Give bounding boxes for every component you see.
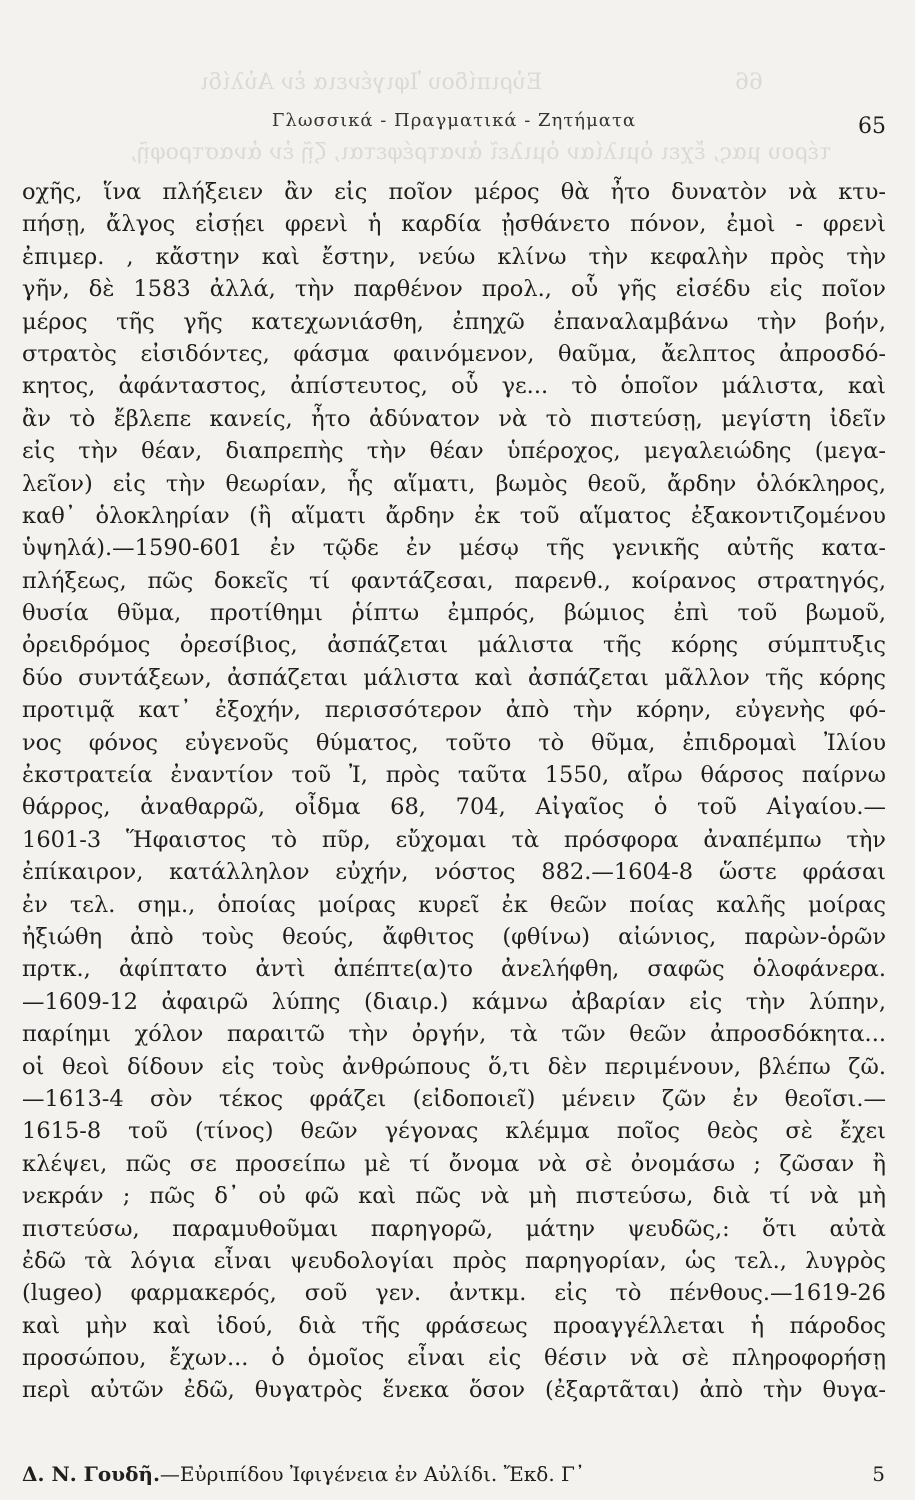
text-line: δύο συντάξεων, ἀσπάζεται μάλιστα καὶ ἀσπάζεται μᾶλλον τῆς κόρης [22, 664, 886, 691]
text-line: προτιμᾷ κατ᾽ ἐξοχήν, περισσότερον ἀπὸ τὴν κόρην, εὐγενὴς φό- [22, 697, 886, 724]
text-line: οἱ θεοὶ δίδουν εἰς τοὺς ἀνθρώπους ὅ,τι δὲν περιμένουν, βλέπω ζῶ. [22, 1053, 886, 1080]
text-line: οχῆς, ἵνα πλήξειεν ἂν εἰς ποῖον μέρος θὰ ἦτο δυνατὸν νὰ κτυ- [22, 179, 886, 205]
text-line: λεῖον) εἰς τὴν θεωρίαν, ἧς αἵματι, βωμὸς θεοῦ, ἄρδην ὁλόκληρος, [22, 470, 886, 497]
text-line: νεκράν ; πῶς δ᾽ οὐ φῶ καὶ πῶς νὰ μὴ πιστεύσω, διὰ τί νὰ μὴ [22, 1183, 886, 1210]
text-line: (lugeo) φαρμακερός, σοῦ γεν. ἀντκμ. εἰς τὸ πένθους.—1619-26 [22, 1280, 886, 1307]
text-line: 1601-3 Ἥφαιστος τὸ πῦρ, εὔχομαι τὰ πρόσφορα ἀναπέμπω τὴν [22, 826, 886, 853]
text-line: κητος, ἀφάνταστος, ἀπίστευτος, οὗ γε... τὸ ὁποῖον μάλιστα, καὶ [22, 373, 886, 400]
text-line: εἰς τὴν θέαν, διαπρεπὴς τὴν θέαν ὑπέροχος, μεγαλειώδης (μεγα- [22, 438, 886, 465]
text-line: κλέψει, πῶς σε προσείπω μὲ τί ὄνομα νὰ σὲ ὀνομάσω ; ζῶσαν ἢ [22, 1150, 886, 1177]
footer-book-title: —Εὐριπίδου Ἰφιγένεια ἐν Αὐλίδι. Ἔκδ. Γ᾽ [159, 1462, 585, 1486]
text-line: —1609-12 ἀφαιρῶ λύπης (διαιρ.) κάμνω ἀβαρίαν εἰς τὴν λύπην, [22, 988, 886, 1015]
text-line: μέρος τῆς γῆς κατεχωνιάσθη, ἐπηχῶ ἐπαναλαμβάνω τὴν βοήν, [22, 308, 886, 335]
text-line: θάρρος, ἀναθαρρῶ, οἶδμα 68, 704, Αἰγαῖος ὁ τοῦ Αἰγαίου.— [22, 794, 886, 821]
text-line: καὶ μὴν καὶ ἰδού, διὰ τῆς φράσεως προαγγέλλεται ἡ πάροδος [22, 1312, 886, 1339]
page-footer [22, 1462, 885, 1486]
show-through-page-number: 66 [735, 70, 763, 95]
text-line: καθ᾽ ὁλοκληρίαν (ἢ αἵματι ἄρδην ἐκ τοῦ αἵματος ἐξακοντιζομένου [22, 502, 886, 529]
text-line: περὶ αὐτῶν ἐδῶ, θυγατρὸς ἕνεκα ὅσον (ἐξαρτᾶται) ἀπὸ τὴν θυγα- [22, 1377, 886, 1404]
text-line: —1613-4 σὸν τέκος φράζει (εἰδοποιεῖ) μένειν ζῶν ἐν θεοῖσι.— [22, 1085, 886, 1112]
text-line: 1615-8 τοῦ (τίνος) θεῶν γέγονας κλέμμα ποῖος θεὸς σὲ ἔχει [22, 1118, 886, 1145]
show-through-first-line: τέρου μας, ἔχει ὁμιλίαν ὁμιλεῖ ἀνατρέφεται, ζῇ ἐν ἀναστροφῇ, [130, 140, 832, 165]
text-line: ἐπίκαιρον, κατάλληλον εὐχήν, νόστος 882.—1604-8 ὥστε φράσαι [22, 859, 886, 886]
document-page [22, 110, 886, 1407]
text-line: πήσῃ, ἄλγος εἰσῄει φρενὶ ἡ καρδία ᾐσθάνετο πόνον, ἐμοὶ - φρενὶ [22, 211, 886, 238]
text-line: στρατὸς εἰσιδόντες, φάσμα φαινόμενον, θαῦμα, ἄελπτος ἀπροσδό- [22, 340, 886, 367]
text-line: ὑψηλά).—1590-601 ἐν τῷδε ἐν μέσῳ τῆς γενικῆς αὐτῆς κατα- [22, 535, 886, 562]
text-line: ὀρειδρόμος ὀρεσίβιος, ἀσπάζεται μάλιστα τῆς κόρης σύμπτυξις [22, 632, 886, 659]
text-line: προσώπου, ἔχων... ὁ ὁμοῖος εἶναι εἰς θέσιν νὰ σὲ πληροφορήσῃ [22, 1345, 886, 1372]
text-line: πιστεύσω, παραμυθοῦμαι παρηγορῶ, μάτην ψευδῶς,: ὅτι αὐτὰ [22, 1215, 886, 1242]
text-line: ἐκστρατεία ἐναντίον τοῦ Ἰ, πρὸς ταῦτα 1550, αἴρω θάρσος παίρνω [22, 762, 886, 789]
text-line: παρίημι χόλον παραιτῶ τὴν ὀργήν, τὰ τῶν θεῶν ἀπροσδόκητα... [22, 1021, 886, 1048]
text-line: ἐπιμερ. , κἄστην καὶ ἔστην, νεύω κλίνω τὴν κεφαλὴν πρὸς τὴν [22, 243, 886, 270]
running-head: Γλωσσικά - Πραγματικά - Ζητήματα [271, 110, 637, 131]
signature-mark: 5 [872, 1462, 885, 1486]
page-header [22, 110, 886, 150]
text-line: πρτκ., ἀφίπτατο ἀντὶ ἀπέπτε(α)το ἀνελήφθη, σαφῶς ὁλοφάνερα. [22, 956, 886, 983]
text-line: γῆν, δὲ 1583 ἀλλά, τὴν παρθένον προλ., οὗ γῆς εἰσέδυ εἰς ποῖον [22, 276, 886, 303]
text-line: θυσία θῦμα, προτίθημι ῥίπτω ἐμπρός, βώμιος ἐπὶ τοῦ βωμοῦ, [22, 600, 886, 627]
text-line: ἐν τελ. σημ., ὁποίας μοίρας κυρεῖ ἐκ θεῶν ποίας καλῆς μοίρας [22, 891, 886, 918]
text-line: ἂν τὸ ἔβλεπε κανείς, ἦτο ἀδύνατον νὰ τὸ πιστεύσῃ, μεγίστη ἰδεῖν [22, 405, 886, 432]
body-text [22, 176, 886, 1407]
author-signature: Δ. Ν. Γουδῆ. [22, 1462, 160, 1486]
text-line: ἠξιώθη ἀπὸ τοὺς θεούς, ἄφθιτος (φθίνω) αἰώνιος, παρὼν-ὁρῶν [22, 923, 886, 950]
text-line: πλήξεως, πῶς δοκεῖς τί φαντάζεσαι, παρενθ., κοίρανος στρατηγός, [22, 567, 886, 594]
page-number: 65 [858, 114, 886, 139]
text-line: ἐδῶ τὰ λόγια εἶναι ψευδολογίαι πρὸς παρηγορίαν, ὡς τελ., λυγρὸς [22, 1247, 886, 1274]
text-line: νος φόνος εὐγενοῦς θύματος, τοῦτο τὸ θῦμα, ἐπιδρομαὶ Ἰλίου [22, 729, 886, 756]
show-through-title: Εὐριπίδου Ἰφιγένεια ἐν Αὐλίδι [200, 70, 543, 95]
